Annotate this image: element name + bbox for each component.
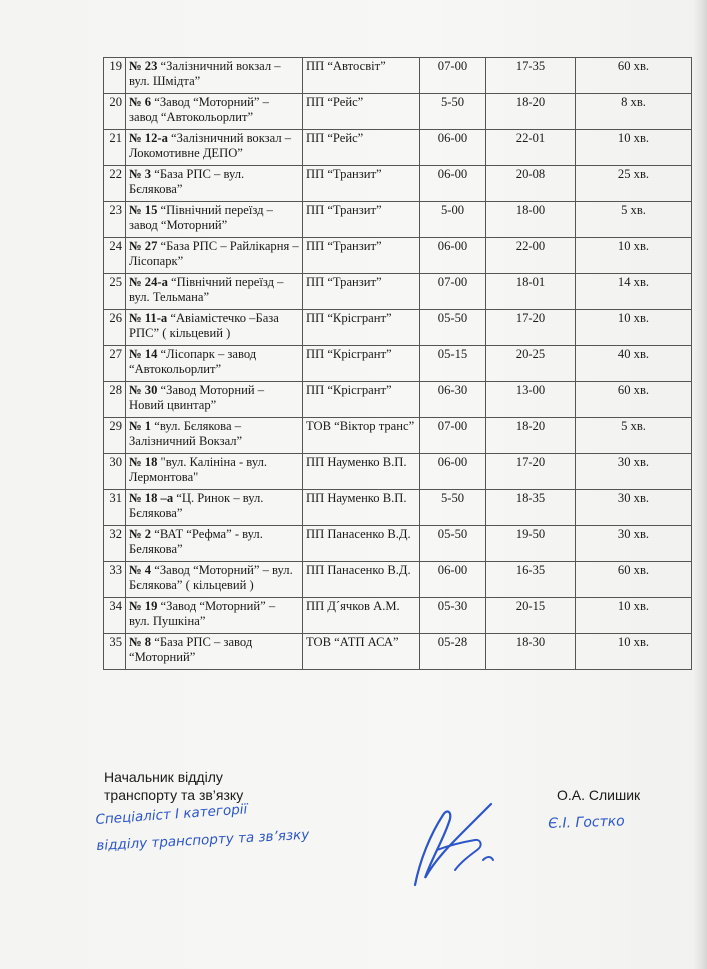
- table-row: [104, 634, 692, 670]
- interval-cell: 5 хв.: [576, 202, 692, 238]
- route-number: № 14: [129, 347, 158, 361]
- operator-cell: ПП Науменко В.П.: [303, 490, 420, 526]
- route-cell: [126, 202, 303, 238]
- interval-cell: 25 хв.: [576, 166, 692, 202]
- route-number: № 2: [129, 527, 152, 541]
- table-row: [104, 526, 692, 562]
- start-time-cell: 06-30: [420, 382, 486, 418]
- row-number: 28: [104, 382, 126, 418]
- start-time-cell: 07-00: [420, 418, 486, 454]
- operator-cell: ПП “Крісгрант”: [303, 310, 420, 346]
- footer-title-line-1: Начальник відділу: [104, 769, 223, 785]
- route-name: "вул. Калініна - вул. Лермонтова": [129, 455, 268, 484]
- handwritten-name: Є.І. Гостко: [548, 813, 626, 832]
- route-cell: [126, 418, 303, 454]
- start-time-cell: 05-28: [420, 634, 486, 670]
- row-number: 26: [104, 310, 126, 346]
- operator-cell: ПП “Транзит”: [303, 166, 420, 202]
- route-number: № 4: [129, 563, 152, 577]
- interval-cell: 10 хв.: [576, 310, 692, 346]
- start-time-cell: 5-50: [420, 490, 486, 526]
- interval-cell: 10 хв.: [576, 634, 692, 670]
- route-cell: [126, 166, 303, 202]
- end-time-cell: 17-20: [486, 454, 576, 490]
- table-row: [104, 310, 692, 346]
- row-number: 21: [104, 130, 126, 166]
- handwritten-position-line-2: відділу транспорту та зв’язку: [96, 826, 310, 854]
- footer-title-line-2: транспорту та зв’язку: [104, 787, 244, 803]
- route-name: “Лісопарк – завод “Автокольорлит”: [129, 347, 257, 376]
- interval-cell: 10 хв.: [576, 130, 692, 166]
- table-row: [104, 94, 692, 130]
- row-number: 30: [104, 454, 126, 490]
- operator-cell: ПП “Крісгрант”: [303, 346, 420, 382]
- row-number: 32: [104, 526, 126, 562]
- route-cell: [126, 634, 303, 670]
- route-cell: [126, 382, 303, 418]
- interval-cell: 30 хв.: [576, 526, 692, 562]
- table-row: [104, 562, 692, 598]
- route-schedule-table: [103, 57, 692, 670]
- route-number: № 30: [129, 383, 158, 397]
- operator-cell: ПП “Рейс”: [303, 130, 420, 166]
- end-time-cell: 22-00: [486, 238, 576, 274]
- route-name: “База РПС – завод “Моторний”: [129, 635, 253, 664]
- interval-cell: 8 хв.: [576, 94, 692, 130]
- table-row: [104, 274, 692, 310]
- row-number: 25: [104, 274, 126, 310]
- footer-signatory-name: О.А. Слишик: [557, 787, 641, 803]
- interval-cell: 60 хв.: [576, 58, 692, 94]
- start-time-cell: 06-00: [420, 454, 486, 490]
- start-time-cell: 06-00: [420, 238, 486, 274]
- end-time-cell: 18-20: [486, 94, 576, 130]
- table-row: [104, 238, 692, 274]
- route-name: “Ц. Ринок – вул. Бєлякова”: [129, 491, 264, 520]
- start-time-cell: 5-50: [420, 94, 486, 130]
- end-time-cell: 18-01: [486, 274, 576, 310]
- table-row: [104, 490, 692, 526]
- row-number: 34: [104, 598, 126, 634]
- scan-edge-shadow: [693, 0, 707, 969]
- operator-cell: ПП “Транзит”: [303, 274, 420, 310]
- end-time-cell: 22-01: [486, 130, 576, 166]
- route-number: № 27: [129, 239, 158, 253]
- signature: [395, 790, 505, 900]
- route-cell: [126, 526, 303, 562]
- start-time-cell: 05-50: [420, 310, 486, 346]
- interval-cell: 60 хв.: [576, 562, 692, 598]
- start-time-cell: 06-00: [420, 562, 486, 598]
- end-time-cell: 20-25: [486, 346, 576, 382]
- route-name: “Північний переїзд – завод “Моторний”: [129, 203, 273, 232]
- route-number: № 24-а: [129, 275, 168, 289]
- end-time-cell: 18-20: [486, 418, 576, 454]
- route-name: “Авіамістечко –База РПС” ( кільцевий ): [129, 311, 279, 340]
- row-number: 22: [104, 166, 126, 202]
- table-row: [104, 418, 692, 454]
- operator-cell: ПП “Транзит”: [303, 202, 420, 238]
- route-name: “ВАТ “Рефма” - вул. Белякова”: [129, 527, 263, 556]
- route-name: “вул. Бєлякова – Залізничний Вокзал”: [129, 419, 243, 448]
- end-time-cell: 19-50: [486, 526, 576, 562]
- interval-cell: 10 хв.: [576, 598, 692, 634]
- end-time-cell: 20-08: [486, 166, 576, 202]
- start-time-cell: 5-00: [420, 202, 486, 238]
- operator-cell: ПП “Рейс”: [303, 94, 420, 130]
- operator-cell: ТОВ “АТП АСА”: [303, 634, 420, 670]
- route-name: “Північний переїзд – вул. Тельмана”: [129, 275, 284, 304]
- table-row: [104, 166, 692, 202]
- route-number: № 3: [129, 167, 152, 181]
- route-name: “База РПС – вул. Бєлякова”: [129, 167, 245, 196]
- table-row: [104, 454, 692, 490]
- handwritten-position-line-1: Спеціаліст І категорії: [95, 801, 248, 828]
- route-name: “Завод “Моторний” – завод “Автокольорлит”: [129, 95, 269, 124]
- route-number: № 12-а: [129, 131, 168, 145]
- footer-position-title: [104, 768, 243, 804]
- operator-cell: ПП “Транзит”: [303, 238, 420, 274]
- table-row: [104, 598, 692, 634]
- route-number: № 19: [129, 599, 158, 613]
- interval-cell: 40 хв.: [576, 346, 692, 382]
- end-time-cell: 16-35: [486, 562, 576, 598]
- route-name: “Залізничний вокзал – вул. Шмідта”: [129, 59, 281, 88]
- route-number: № 8: [129, 635, 152, 649]
- end-time-cell: 18-00: [486, 202, 576, 238]
- route-name: “Завод “Моторний” – вул. Пушкіна”: [129, 599, 276, 628]
- route-cell: [126, 310, 303, 346]
- row-number: 27: [104, 346, 126, 382]
- table-row: [104, 58, 692, 94]
- operator-cell: ПП Панасенко В.Д.: [303, 526, 420, 562]
- interval-cell: 60 хв.: [576, 382, 692, 418]
- route-number: № 6: [129, 95, 152, 109]
- route-cell: [126, 274, 303, 310]
- route-cell: [126, 238, 303, 274]
- start-time-cell: 05-50: [420, 526, 486, 562]
- route-cell: [126, 94, 303, 130]
- route-cell: [126, 454, 303, 490]
- route-cell: [126, 346, 303, 382]
- start-time-cell: 05-15: [420, 346, 486, 382]
- row-number: 24: [104, 238, 126, 274]
- table-row: [104, 130, 692, 166]
- start-time-cell: 06-00: [420, 166, 486, 202]
- end-time-cell: 18-35: [486, 490, 576, 526]
- row-number: 23: [104, 202, 126, 238]
- interval-cell: 10 хв.: [576, 238, 692, 274]
- route-name: “База РПС – Райлікарня – Лісопарк”: [129, 239, 299, 268]
- row-number: 31: [104, 490, 126, 526]
- route-cell: [126, 58, 303, 94]
- start-time-cell: 07-00: [420, 274, 486, 310]
- row-number: 29: [104, 418, 126, 454]
- route-number: № 1: [129, 419, 152, 433]
- operator-cell: ПП Науменко В.П.: [303, 454, 420, 490]
- table-row: [104, 382, 692, 418]
- route-cell: [126, 490, 303, 526]
- row-number: 33: [104, 562, 126, 598]
- table-row: [104, 346, 692, 382]
- row-number: 35: [104, 634, 126, 670]
- route-cell: [126, 562, 303, 598]
- interval-cell: 5 хв.: [576, 418, 692, 454]
- route-name: “Завод “Моторний” – вул. Бєлякова” ( кільцевий ): [129, 563, 293, 592]
- route-name: “Завод Моторний – Новий цвинтар”: [129, 383, 265, 412]
- operator-cell: ТОВ “Віктор транс”: [303, 418, 420, 454]
- route-number: № 23: [129, 59, 158, 73]
- operator-cell: ПП “Автосвіт”: [303, 58, 420, 94]
- row-number: 20: [104, 94, 126, 130]
- operator-cell: ПП Д´ячков А.М.: [303, 598, 420, 634]
- end-time-cell: 18-30: [486, 634, 576, 670]
- table-row: [104, 202, 692, 238]
- route-number: № 15: [129, 203, 158, 217]
- route-number: № 18 –а: [129, 491, 174, 505]
- end-time-cell: 13-00: [486, 382, 576, 418]
- end-time-cell: 20-15: [486, 598, 576, 634]
- operator-cell: ПП “Крісгрант”: [303, 382, 420, 418]
- route-number: № 18: [129, 455, 158, 469]
- end-time-cell: 17-35: [486, 58, 576, 94]
- start-time-cell: 05-30: [420, 598, 486, 634]
- route-cell: [126, 130, 303, 166]
- interval-cell: 14 хв.: [576, 274, 692, 310]
- end-time-cell: 17-20: [486, 310, 576, 346]
- operator-cell: ПП Панасенко В.Д.: [303, 562, 420, 598]
- start-time-cell: 06-00: [420, 130, 486, 166]
- route-name: “Залізничний вокзал – Локомотивне ДЕПО”: [129, 131, 292, 160]
- row-number: 19: [104, 58, 126, 94]
- interval-cell: 30 хв.: [576, 490, 692, 526]
- start-time-cell: 07-00: [420, 58, 486, 94]
- route-number: № 11-а: [129, 311, 168, 325]
- interval-cell: 30 хв.: [576, 454, 692, 490]
- route-cell: [126, 598, 303, 634]
